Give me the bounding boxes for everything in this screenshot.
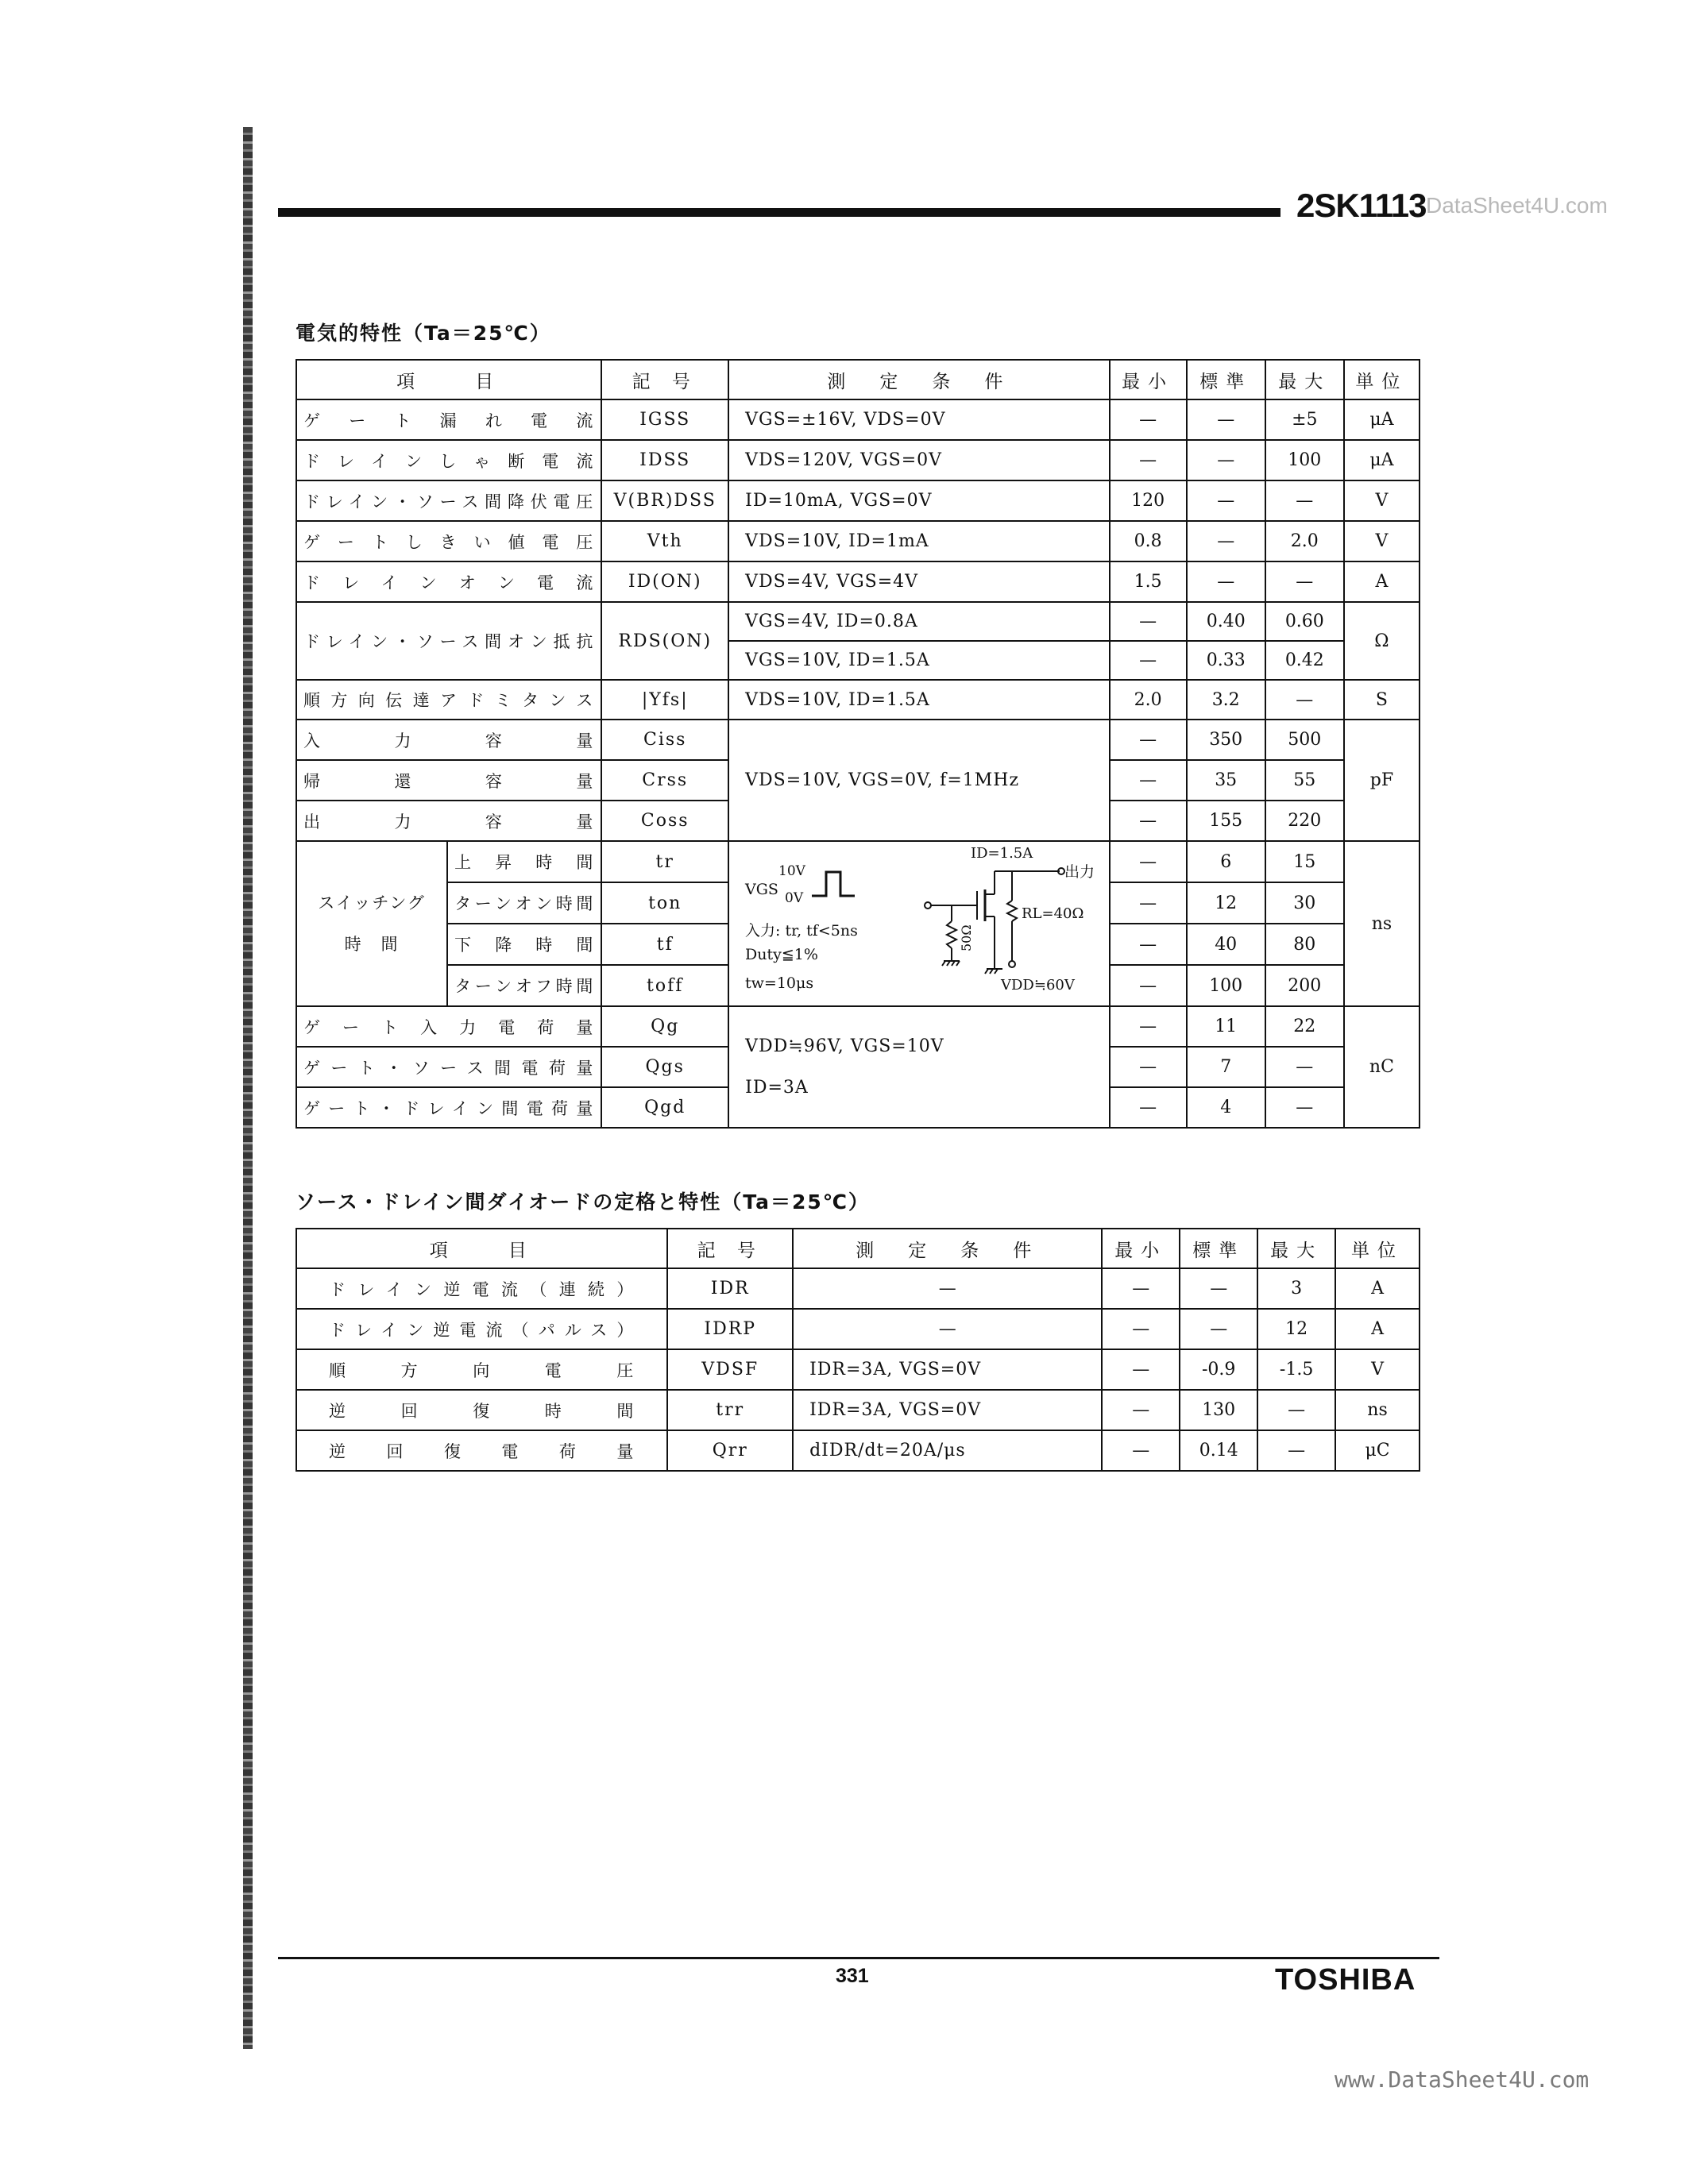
col-min: 最小 <box>1102 1229 1180 1268</box>
min-value: — <box>1102 1268 1180 1309</box>
table-row <box>296 1309 1420 1349</box>
unit: V <box>1344 521 1420 561</box>
unit: V <box>1344 480 1420 521</box>
max-value: 220 <box>1265 801 1344 841</box>
col-item: 項 目 <box>296 360 601 399</box>
max-value: 200 <box>1265 965 1344 1006</box>
switching-group-line1: スイッチング <box>318 893 426 913</box>
id-label: ID=1.5A <box>970 845 1033 862</box>
item-label: ゲート入力電荷量 <box>296 1006 601 1047</box>
col-condition: 測 定 条 件 <box>793 1229 1102 1268</box>
vdd-label: VDD≒60V <box>1000 977 1075 994</box>
max-value: 2.0 <box>1265 521 1344 561</box>
min-value: 0.8 <box>1110 521 1187 561</box>
input-terminal <box>925 902 931 909</box>
symbol: Qgs <box>601 1047 728 1087</box>
condition: IDR=3A, VGS=0V <box>793 1349 1102 1390</box>
watermark-link[interactable]: www.DataSheet4U.com <box>1335 2066 1590 2093</box>
typ-value: — <box>1180 1268 1257 1309</box>
item-label: 下降時間 <box>447 924 601 965</box>
min-value: — <box>1102 1430 1180 1471</box>
scan-edge <box>243 127 253 2049</box>
typ-value: 130 <box>1180 1390 1257 1430</box>
condition: VGS=±16V, VDS=0V <box>728 399 1109 440</box>
symbol: IDSS <box>601 440 728 480</box>
table-row <box>296 841 1420 882</box>
output-label: 出力 <box>1064 863 1095 881</box>
table-header <box>296 1229 1420 1268</box>
unit: S <box>1344 680 1420 720</box>
col-condition: 測 定 条 件 <box>728 360 1109 399</box>
item-label: 逆回復時間 <box>296 1390 667 1430</box>
typ-value: 40 <box>1187 924 1265 965</box>
symbol: Qgd <box>601 1087 728 1128</box>
item-label: ターンオン時間 <box>447 882 601 924</box>
symbol: Ciss <box>601 720 728 760</box>
table-row <box>296 399 1420 440</box>
condition: VDS=120V, VGS=0V <box>728 440 1109 480</box>
table-header <box>296 360 1420 399</box>
typ-value: — <box>1187 561 1265 602</box>
max-value: -1.5 <box>1257 1349 1335 1390</box>
charge-condition-1: VDD≒96V, VGS=10V <box>745 1036 944 1056</box>
typ-value: 155 <box>1187 801 1265 841</box>
symbol: Qrr <box>667 1430 793 1471</box>
table-row <box>296 1349 1420 1390</box>
footer-rule <box>278 1957 1439 1959</box>
typ-value: — <box>1187 440 1265 480</box>
table-row <box>296 561 1420 602</box>
rl-label: RL=40Ω <box>1021 905 1084 922</box>
symbol: IGSS <box>601 399 728 440</box>
min-value: — <box>1110 1047 1187 1087</box>
item-label: 逆回復電荷量 <box>296 1430 667 1471</box>
typ-value: 0.40 <box>1187 602 1265 641</box>
item-label: ターンオフ時間 <box>447 965 601 1006</box>
item-label: ゲート漏れ電流 <box>296 399 601 440</box>
typ-value: 0.14 <box>1180 1430 1257 1471</box>
max-value: — <box>1265 1047 1344 1087</box>
switching-test-circuit <box>728 841 1109 1006</box>
table-row <box>296 521 1420 561</box>
max-value: 22 <box>1265 1006 1344 1047</box>
item-label: ドレインオン電流 <box>296 561 601 602</box>
col-symbol: 記 号 <box>667 1229 793 1268</box>
max-value: 100 <box>1265 440 1344 480</box>
symbol: VDSF <box>667 1349 793 1390</box>
col-typ: 標準 <box>1180 1229 1257 1268</box>
max-value: 500 <box>1265 720 1344 760</box>
max-value: — <box>1265 561 1344 602</box>
typ-value: 350 <box>1187 720 1265 760</box>
condition: — <box>793 1309 1102 1349</box>
unit: μA <box>1344 399 1420 440</box>
part-number: 2SK1113 <box>1296 187 1427 224</box>
unit: A <box>1344 561 1420 602</box>
max-value: 55 <box>1265 760 1344 801</box>
max-value: — <box>1257 1430 1335 1471</box>
item-label: 順方向伝達アドミタンス <box>296 680 601 720</box>
unit: ns <box>1335 1390 1420 1430</box>
input-note: 入力: tr, tf<5ns <box>744 922 858 940</box>
col-unit: 単位 <box>1344 360 1420 399</box>
min-value: — <box>1110 399 1187 440</box>
max-value: 12 <box>1257 1309 1335 1349</box>
switching-group-line2: 時 間 <box>344 935 400 954</box>
item-label: 入力容量 <box>296 720 601 760</box>
condition: VDS=10V, VGS=0V, f=1MHz <box>728 720 1109 841</box>
unit: μA <box>1344 440 1420 480</box>
page-number: 331 <box>836 1965 869 1987</box>
duty-note: Duty≦1% <box>744 946 818 963</box>
table-row <box>296 480 1420 521</box>
electrical-characteristics-table <box>295 359 1420 1129</box>
typ-value: 12 <box>1187 882 1265 924</box>
max-value: ±5 <box>1265 399 1344 440</box>
table-row <box>296 680 1420 720</box>
unit: pF <box>1344 720 1420 841</box>
symbol: |Yfs| <box>601 680 728 720</box>
switching-group-label <box>296 841 447 1006</box>
item-label: ドレイン逆電流（連続） <box>296 1268 667 1309</box>
min-value: — <box>1102 1390 1180 1430</box>
typ-value: 3.2 <box>1187 680 1265 720</box>
item-label: 上昇時間 <box>447 841 601 882</box>
condition: VGS=10V, ID=1.5A <box>728 641 1109 680</box>
rl-resistor <box>1007 901 1017 921</box>
col-symbol: 記 号 <box>601 360 728 399</box>
condition: ID=10mA, VGS=0V <box>728 480 1109 521</box>
symbol: ID(ON) <box>601 561 728 602</box>
min-value: — <box>1110 1087 1187 1128</box>
min-value: — <box>1110 965 1187 1006</box>
typ-value: — <box>1187 521 1265 561</box>
col-typ: 標準 <box>1187 360 1265 399</box>
typ-value: 4 <box>1187 1087 1265 1128</box>
col-unit: 単位 <box>1335 1229 1420 1268</box>
item-label: ゲート・ドレイン間電荷量 <box>296 1087 601 1128</box>
v10-label: 10V <box>778 863 805 879</box>
table-row <box>296 1006 1420 1047</box>
unit: nC <box>1344 1006 1420 1128</box>
condition: VDS=4V, VGS=4V <box>728 561 1109 602</box>
condition: VGS=4V, ID=0.8A <box>728 602 1109 641</box>
item-label: 順方向電圧 <box>296 1349 667 1390</box>
ground-symbol <box>942 961 960 966</box>
tw-note: tw=10μs <box>744 974 813 992</box>
symbol: Crss <box>601 760 728 801</box>
max-value: — <box>1257 1390 1335 1430</box>
max-value: 80 <box>1265 924 1344 965</box>
item-label: 帰還容量 <box>296 760 601 801</box>
section1-title: 電気的特性（Ta＝25℃） <box>295 322 551 345</box>
vgs-label: VGS <box>744 881 778 898</box>
min-value: — <box>1110 1006 1187 1047</box>
unit: μC <box>1335 1430 1420 1471</box>
max-value: — <box>1265 1087 1344 1128</box>
table-row <box>296 1268 1420 1309</box>
unit: ns <box>1344 841 1420 1006</box>
charge-condition-2: ID=3A <box>745 1077 809 1098</box>
min-value: — <box>1110 841 1187 882</box>
col-item: 項 目 <box>296 1229 667 1268</box>
max-value: 15 <box>1265 841 1344 882</box>
item-label: ゲートしきい値電圧 <box>296 521 601 561</box>
item-label: ドレイン・ソース間降伏電圧 <box>296 480 601 521</box>
item-label: ドレイン・ソース間オン抵抗 <box>296 602 601 680</box>
min-value: — <box>1102 1349 1180 1390</box>
diode-characteristics-table <box>295 1228 1420 1472</box>
typ-value: 35 <box>1187 760 1265 801</box>
typ-value: — <box>1187 399 1265 440</box>
table-row <box>296 440 1420 480</box>
max-value: 3 <box>1257 1268 1335 1309</box>
unit: A <box>1335 1309 1420 1349</box>
vdd-terminal <box>1009 961 1015 967</box>
table-row <box>296 1430 1420 1471</box>
table-row <box>296 720 1420 760</box>
min-value: — <box>1110 602 1187 641</box>
condition: VDS=10V, ID=1.5A <box>728 680 1109 720</box>
item-label: ゲート・ソース間電荷量 <box>296 1047 601 1087</box>
max-value: 0.42 <box>1265 641 1344 680</box>
brand-logo: TOSHIBA <box>1275 1963 1416 1997</box>
symbol: IDR <box>667 1268 793 1309</box>
r50-resistor <box>947 921 956 948</box>
symbol: V(BR)DSS <box>601 480 728 521</box>
symbol: Vth <box>601 521 728 561</box>
min-value: — <box>1110 720 1187 760</box>
min-value: 2.0 <box>1110 680 1187 720</box>
min-value: 1.5 <box>1110 561 1187 602</box>
typ-value: 11 <box>1187 1006 1265 1047</box>
condition: IDR=3A, VGS=0V <box>793 1390 1102 1430</box>
watermark-top: DataSheet4U.com <box>1426 193 1608 218</box>
pulse-waveform <box>812 872 855 896</box>
typ-value: 100 <box>1187 965 1265 1006</box>
table-row <box>296 1390 1420 1430</box>
symbol: tr <box>601 841 728 882</box>
typ-value: 6 <box>1187 841 1265 882</box>
symbol: trr <box>667 1390 793 1430</box>
typ-value: 7 <box>1187 1047 1265 1087</box>
ground-symbol <box>985 969 1002 974</box>
item-label: 出力容量 <box>296 801 601 841</box>
col-min: 最小 <box>1110 360 1187 399</box>
switching-circuit-diagram <box>732 842 1106 1005</box>
min-value: — <box>1110 882 1187 924</box>
table-row <box>296 602 1420 641</box>
col-max: 最大 <box>1265 360 1344 399</box>
min-value: — <box>1110 924 1187 965</box>
max-value: — <box>1265 680 1344 720</box>
symbol: RDS(ON) <box>601 602 728 680</box>
header-rule <box>278 208 1280 217</box>
typ-value: -0.9 <box>1180 1349 1257 1390</box>
item-label: ドレイン逆電流（パルス） <box>296 1309 667 1349</box>
condition: — <box>793 1268 1102 1309</box>
typ-value: — <box>1180 1309 1257 1349</box>
symbol: toff <box>601 965 728 1006</box>
min-value: 120 <box>1110 480 1187 521</box>
min-value: — <box>1102 1309 1180 1349</box>
item-label: ドレインしゃ断電流 <box>296 440 601 480</box>
v0-label: 0V <box>784 890 803 906</box>
min-value: — <box>1110 641 1187 680</box>
unit: A <box>1335 1268 1420 1309</box>
col-max: 最大 <box>1257 1229 1335 1268</box>
condition: VDS=10V, ID=1mA <box>728 521 1109 561</box>
max-value: — <box>1265 480 1344 521</box>
min-value: — <box>1110 760 1187 801</box>
symbol: Qg <box>601 1006 728 1047</box>
r50-label: 50Ω <box>958 924 974 951</box>
max-value: 0.60 <box>1265 602 1344 641</box>
section2-title: ソース・ドレイン間ダイオードの定格と特性（Ta＝25℃） <box>295 1190 871 1214</box>
symbol: IDRP <box>667 1309 793 1349</box>
max-value: 30 <box>1265 882 1344 924</box>
symbol: ton <box>601 882 728 924</box>
typ-value: 0.33 <box>1187 641 1265 680</box>
symbol: tf <box>601 924 728 965</box>
min-value: — <box>1110 440 1187 480</box>
typ-value: — <box>1187 480 1265 521</box>
condition: dIDR/dt=20A/μs <box>793 1430 1102 1471</box>
unit: Ω <box>1344 602 1420 680</box>
min-value: — <box>1110 801 1187 841</box>
symbol: Coss <box>601 801 728 841</box>
unit: V <box>1335 1349 1420 1390</box>
condition <box>728 1006 1109 1128</box>
